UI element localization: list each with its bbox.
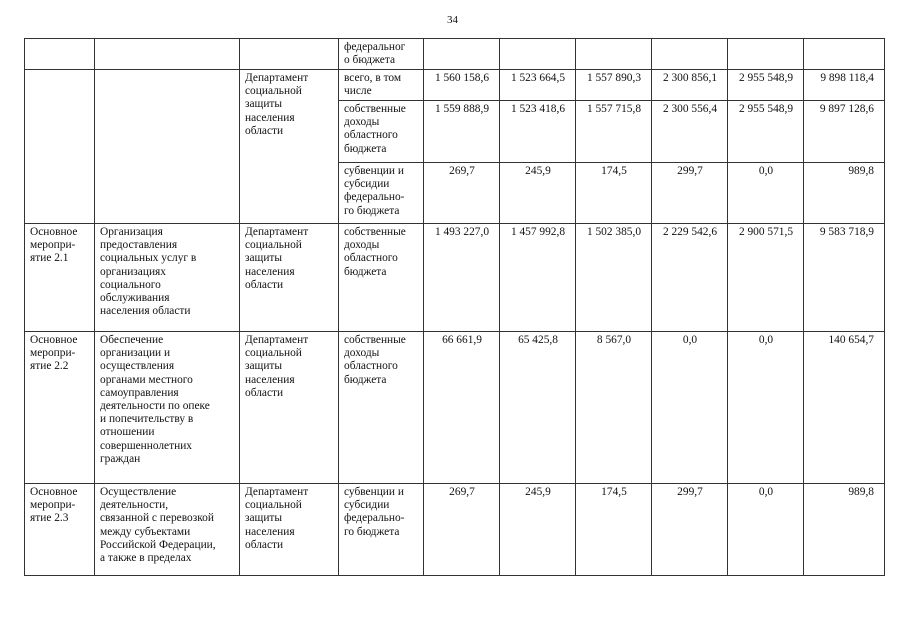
value-cell [652,39,728,70]
value-cell: 2 300 856,1 [652,70,728,101]
value-cell: 2 955 548,9 [728,101,804,163]
value-cell: 1 523 418,6 [500,101,576,163]
value-cell: 1 457 992,8 [500,224,576,332]
value-cell: 269,7 [424,484,500,576]
value-cell: 0,0 [652,332,728,484]
total-cell: 9 897 128,6 [804,101,885,163]
total-cell: 989,8 [804,163,885,224]
budget-table [24,38,885,576]
measure-cell [25,39,95,70]
source-cell: собственные доходы областного бюджета [339,224,424,332]
table-row [25,224,885,332]
description-cell [95,70,240,224]
value-cell: 1 560 158,6 [424,70,500,101]
total-cell: 9 898 118,4 [804,70,885,101]
value-cell: 8 567,0 [576,332,652,484]
value-cell: 2 229 542,6 [652,224,728,332]
total-cell: 140 654,7 [804,332,885,484]
description-cell: Осуществление деятельности, связанной с перевозкой между субъектами Российской Федерации, а также в пределах [95,484,240,576]
value-cell [576,39,652,70]
measure-cell: Основное меропри- ятие 2.3 [25,484,95,576]
value-cell [424,39,500,70]
value-cell: 66 661,9 [424,332,500,484]
table-row [25,484,885,576]
executor-cell: Департамент социальной защиты населения области [240,332,339,484]
value-cell: 2 955 548,9 [728,70,804,101]
total-cell [804,39,885,70]
source-cell: собственные доходы областного бюджета [339,332,424,484]
value-cell: 245,9 [500,484,576,576]
total-cell: 9 583 718,9 [804,224,885,332]
value-cell: 269,7 [424,163,500,224]
value-cell: 65 425,8 [500,332,576,484]
value-cell: 0,0 [728,484,804,576]
executor-cell: Департамент социальной защиты населения области [240,224,339,332]
measure-cell [25,70,95,224]
description-cell: Организация предоставления социальных услуг в организациях социального обслуживания населения области [95,224,240,332]
value-cell: 245,9 [500,163,576,224]
value-cell: 2 900 571,5 [728,224,804,332]
table-row [25,332,885,484]
description-cell: Обеспечение организации и осуществления органами местного самоуправления деятельности по опеке и попечительству в отношении совершеннолетних граждан [95,332,240,484]
measure-cell: Основное меропри- ятие 2.1 [25,224,95,332]
value-cell: 0,0 [728,163,804,224]
value-cell: 174,5 [576,484,652,576]
value-cell: 174,5 [576,163,652,224]
table-row [25,39,885,70]
source-cell: федеральног о бюджета [339,39,424,70]
executor-cell: Департамент социальной защиты населения области [240,70,339,224]
value-cell: 1 493 227,0 [424,224,500,332]
table-row [25,70,885,101]
source-cell: субвенции и субсидии федерально- го бюджета [339,484,424,576]
source-cell: всего, в том числе [339,70,424,101]
value-cell [728,39,804,70]
description-cell [95,39,240,70]
page-number: 34 [447,14,458,26]
executor-cell [240,39,339,70]
value-cell: 1 557 890,3 [576,70,652,101]
value-cell: 299,7 [652,163,728,224]
measure-cell: Основное меропри- ятие 2.2 [25,332,95,484]
value-cell: 1 557 715,8 [576,101,652,163]
executor-cell: Департамент социальной защиты населения области [240,484,339,576]
value-cell: 2 300 556,4 [652,101,728,163]
value-cell [500,39,576,70]
total-cell: 989,8 [804,484,885,576]
value-cell: 1 559 888,9 [424,101,500,163]
value-cell: 0,0 [728,332,804,484]
value-cell: 1 502 385,0 [576,224,652,332]
source-cell: собственные доходы областного бюджета [339,101,424,163]
source-cell: субвенции и субсидии федерально- го бюджета [339,163,424,224]
value-cell: 299,7 [652,484,728,576]
value-cell: 1 523 664,5 [500,70,576,101]
